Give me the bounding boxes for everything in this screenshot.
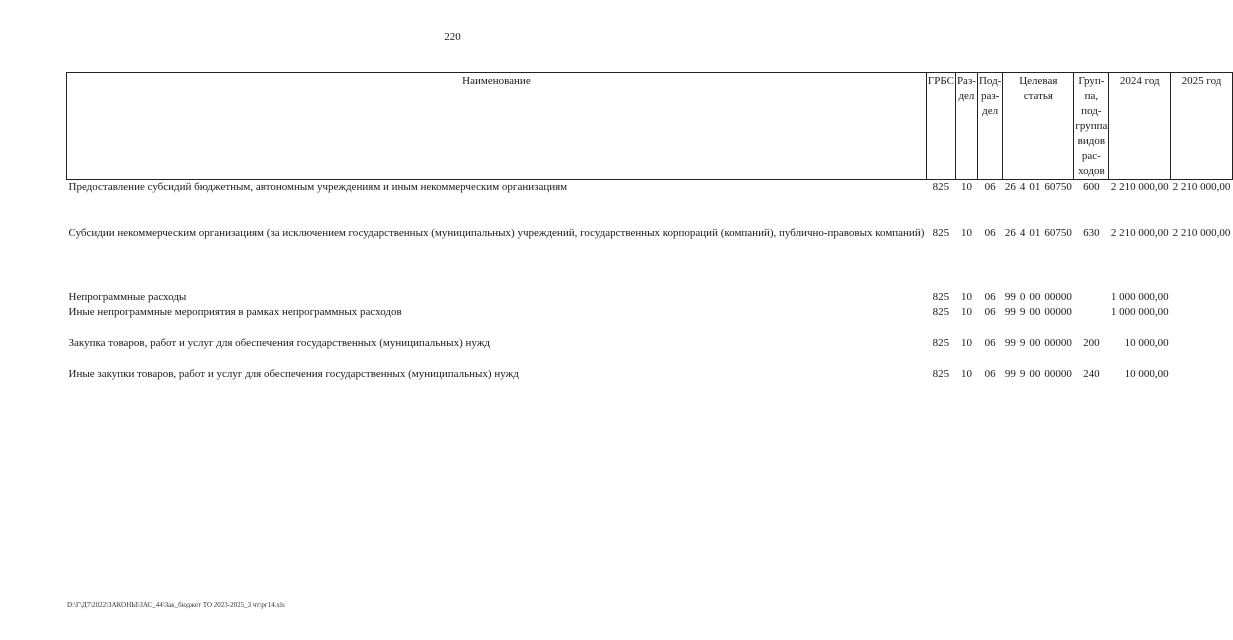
page-number: 220: [444, 31, 461, 43]
row-target-1: 99: [1004, 290, 1016, 303]
footer-file-path: D:\Г\Д7\2022\ЗАКОНЫ\ЗАС_44\Зак_бюджет ТО 2023-2025_3 чт\рг14.xls: [67, 601, 285, 609]
row-target-4: 60750: [1044, 181, 1072, 193]
row-grbs: 825: [932, 305, 950, 318]
budget-table: [66, 72, 1233, 398]
row-grbs: 825: [932, 226, 950, 239]
row-razdel: 10: [960, 181, 972, 193]
row-value-2024: 1 000 000,00: [1110, 290, 1169, 303]
row-target-2: 0: [1019, 290, 1026, 303]
row-target-3: 00: [1029, 305, 1041, 318]
row-group: 630: [1083, 226, 1100, 239]
row-grbs: 825: [932, 336, 950, 349]
row-razdel: 10: [960, 305, 972, 318]
row-name: Иные закупки товаров, работ и услуг для обеспечения государственных (муниципальных) нужд: [68, 367, 519, 380]
row-razdel: 10: [960, 367, 972, 380]
row-podrazdel: 06: [984, 226, 996, 239]
row-name: Предоставление субсидий бюджетным, автономным учреждениям и иным некоммерческим организациям: [68, 181, 568, 193]
row-target-4: 00000: [1044, 336, 1072, 349]
row-podrazdel: 06: [984, 181, 996, 193]
header-name: Наименование: [67, 73, 927, 180]
row-target-4: 60750: [1044, 226, 1072, 239]
row-target-2: 4: [1019, 226, 1026, 239]
header-year-2024: 2024 год: [1109, 73, 1171, 180]
row-value-2024: 10 000,00: [1124, 367, 1169, 380]
row-value-2024: 10 000,00: [1124, 336, 1169, 349]
row-target-2: 9: [1019, 367, 1026, 380]
row-target-1: 99: [1004, 336, 1016, 349]
row-value-2024: 1 000 000,00: [1110, 305, 1169, 318]
row-grbs: 825: [932, 367, 950, 380]
row-value-2025: [1171, 367, 1233, 398]
header-year-2025: 2025 год: [1171, 73, 1233, 180]
table-header-row: [67, 73, 1233, 180]
table-row: [67, 367, 1233, 398]
row-name: Закупка товаров, работ и услуг для обеспечения государственных (муниципальных) нужд: [68, 336, 490, 349]
row-value-2024: 2 210 000,00: [1110, 226, 1169, 239]
row-target-4: 00000: [1044, 290, 1072, 303]
row-target-1: 99: [1004, 305, 1016, 318]
row-grbs: 825: [932, 290, 950, 303]
row-target-4: 00000: [1044, 305, 1072, 318]
row-target-2: 4: [1019, 181, 1026, 193]
row-value-2025: [1171, 305, 1233, 336]
row-podrazdel: 06: [984, 367, 996, 380]
row-value-2025: 2 210 000,00: [1172, 226, 1231, 239]
table-row: [67, 226, 1233, 290]
row-value-2025: [1171, 290, 1233, 305]
row-value-2024: 2 210 000,00: [1110, 181, 1169, 193]
row-target-1: 99: [1004, 367, 1016, 380]
row-target-2: 9: [1019, 305, 1026, 318]
row-group: 200: [1083, 336, 1100, 349]
row-razdel: 10: [960, 226, 972, 239]
row-target-3: 01: [1029, 181, 1041, 193]
header-expense-group: Груп- па, под- группа видов рас- ходов: [1074, 73, 1109, 180]
row-value-2025: [1171, 336, 1233, 367]
row-target-3: 00: [1029, 290, 1041, 303]
row-target-3: 01: [1029, 226, 1041, 239]
table-row: [67, 180, 1233, 226]
row-razdel: 10: [960, 336, 972, 349]
row-value-2025: 2 210 000,00: [1172, 181, 1231, 193]
row-name: Непрограммные расходы: [68, 290, 187, 303]
table-row: [67, 336, 1233, 367]
header-podrazdel: Под- раз- дел: [977, 73, 1002, 180]
row-grbs: 825: [932, 181, 950, 193]
table-row: [67, 305, 1233, 336]
row-name: Субсидии некоммерческим организациям (за исключением государственных (муниципальных) учреждений, государственных корпораций (компаний), публично-правовых компаний): [68, 226, 925, 239]
header-razdel: Раз- дел: [955, 73, 977, 180]
row-razdel: 10: [960, 290, 972, 303]
row-target-3: 00: [1029, 336, 1041, 349]
row-target-1: 26: [1004, 226, 1016, 239]
row-target-3: 00: [1029, 367, 1041, 380]
table-row: [67, 290, 1233, 305]
row-group: 240: [1083, 367, 1100, 380]
header-grbs: ГРБС: [926, 73, 955, 180]
row-group: [1074, 305, 1109, 336]
header-target-article: Целевая статья: [1003, 73, 1074, 180]
row-podrazdel: 06: [984, 305, 996, 318]
row-group: 600: [1083, 181, 1100, 193]
row-podrazdel: 06: [984, 290, 996, 303]
row-podrazdel: 06: [984, 336, 996, 349]
row-group: [1074, 290, 1109, 305]
row-name: Иные непрограммные мероприятия в рамках непрограммных расходов: [68, 305, 402, 318]
row-target-2: 9: [1019, 336, 1026, 349]
row-target-4: 00000: [1044, 367, 1072, 380]
row-target-1: 26: [1004, 181, 1016, 193]
